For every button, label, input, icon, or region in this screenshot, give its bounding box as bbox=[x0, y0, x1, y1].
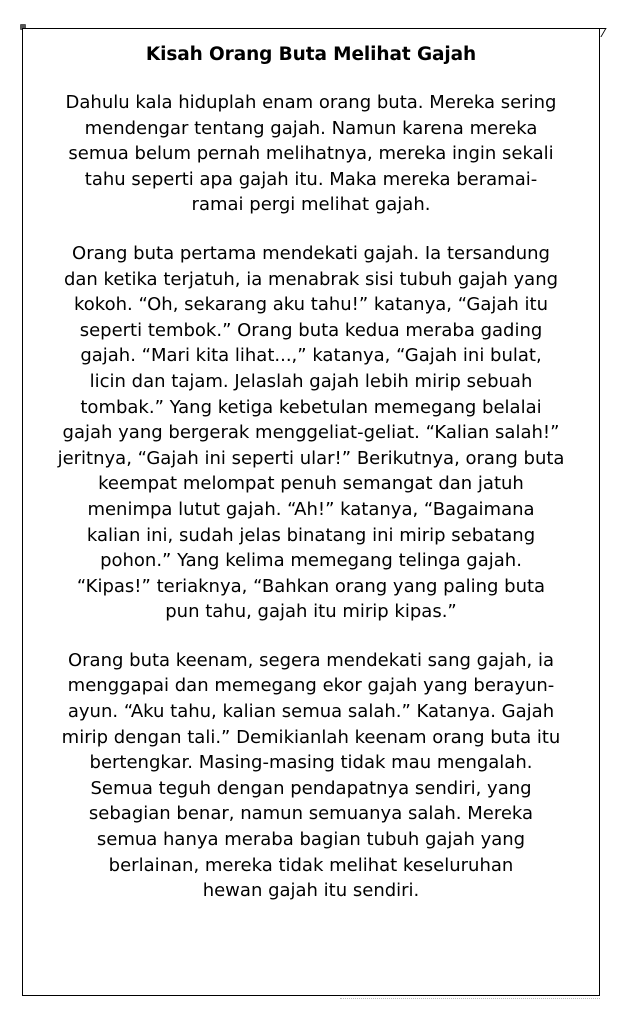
text-line: Orang buta keenam, segera mendekati sang gajah, ia bbox=[67, 649, 555, 671]
text-line: Dahulu kala hiduplah enam orang buta. Mereka sering bbox=[65, 92, 557, 113]
text-line: dan ketika terjatuh, ia menabrak sisi tubuh gajah yang bbox=[63, 268, 559, 290]
text-line: bertengkar. Masing-masing tidak mau mengalah. bbox=[89, 752, 533, 774]
text-line: berlainan, mereka tidak melihat keseluruhan bbox=[108, 854, 514, 876]
text-line: gajah yang bergerak menggeliat-geliat. “Kalian salah!” bbox=[62, 422, 560, 444]
paragraph-3 bbox=[30, 648, 592, 904]
text-line: ramai pergi melihat gajah. bbox=[191, 194, 431, 216]
text-line: licin dan tajam. Jelaslah gajah lebih mirip sebuah bbox=[89, 370, 533, 392]
document-title: Kisah Orang Buta Melihat Gajah bbox=[145, 44, 477, 65]
text-line: Semua teguh dengan pendapatnya sendiri, yang bbox=[90, 777, 532, 799]
text-line: kalian ini, sudah jelas binatang ini mirip sebatang bbox=[86, 524, 536, 546]
paragraph-2 bbox=[30, 241, 592, 625]
text-line: “Kipas!” teriaknya, “Bahkan orang yang paling buta bbox=[76, 575, 546, 597]
text-line: seperti tembok.” Orang buta kedua meraba gading bbox=[79, 319, 543, 341]
text-line: gajah. “Mari kita lihat...,” katanya, “Gajah ini bulat, bbox=[80, 345, 542, 367]
text-line: hewan gajah itu sendiri. bbox=[202, 880, 420, 902]
text-line: tombak.” Yang ketiga kebetulan memegang belalai bbox=[80, 396, 542, 418]
paragraph-1 bbox=[30, 90, 592, 218]
text-line: kokoh. “Oh, sekarang aku tahu!” katanya, “Gajah itu bbox=[74, 294, 548, 316]
text-line: sebagian benar, namun semuanya salah. Mereka bbox=[88, 803, 534, 825]
text-line: pun tahu, gajah itu mirip kipas.” bbox=[165, 601, 457, 623]
text-line: tahu seperti apa gajah itu. Maka mereka beramai- bbox=[84, 168, 538, 190]
text-line: mendengar tentang gajah. Namun karena mereka bbox=[84, 117, 538, 139]
text-line: menimpa lutut gajah. “Ah!” katanya, “Bagaimana bbox=[87, 498, 535, 520]
text-line: Orang buta pertama mendekati gajah. Ia tersandung bbox=[72, 242, 550, 264]
text-line: keempat melompat penuh semangat dan jatuh bbox=[98, 473, 524, 495]
document-content bbox=[30, 42, 592, 927]
text-line: menggapai dan memegang ekor gajah yang berayun- bbox=[67, 675, 555, 697]
text-line: ayun. “Aku tahu, kalian semua salah.” Katanya. Gajah bbox=[67, 701, 555, 723]
bottom-divider bbox=[340, 998, 600, 999]
text-line: semua hanya meraba bagian tubuh gajah yang bbox=[96, 829, 526, 851]
text-line: mirip dengan tali.” Demikianlah keenam orang buta itu bbox=[61, 726, 561, 748]
text-line: jeritnya, “Gajah ini seperti ular!” Berikutnya, orang buta bbox=[57, 447, 565, 469]
text-line: semua belum pernah melihatnya, mereka ingin sekali bbox=[68, 143, 554, 165]
text-line: pohon.” Yang kelima memegang telinga gajah. bbox=[100, 550, 522, 572]
